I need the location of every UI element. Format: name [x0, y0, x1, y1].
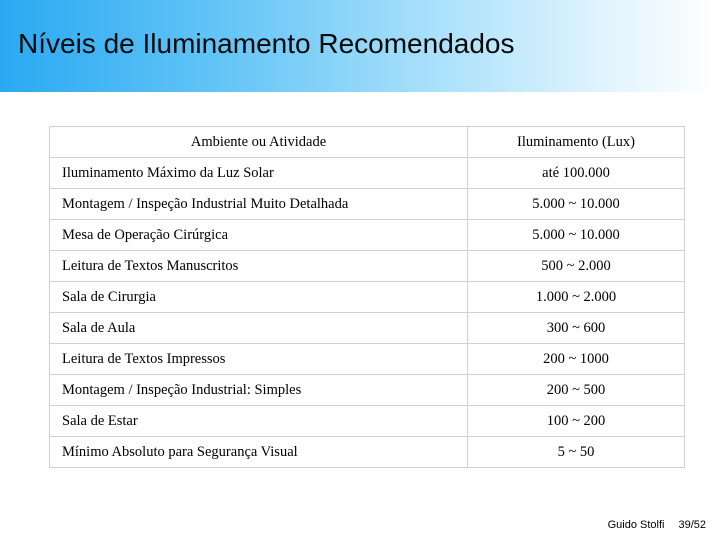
environment-cell: Mínimo Absoluto para Segurança Visual: [50, 437, 468, 468]
table-row: [50, 437, 685, 468]
table-header-row: [50, 127, 685, 158]
table-row: [50, 251, 685, 282]
lux-cell: 100 ~ 200: [468, 406, 685, 437]
table-row: [50, 406, 685, 437]
lux-cell: até 100.000: [468, 158, 685, 189]
environment-cell: Iluminamento Máximo da Luz Solar: [50, 158, 468, 189]
lux-cell: 5.000 ~ 10.000: [468, 189, 685, 220]
environment-cell: Sala de Cirurgia: [50, 282, 468, 313]
illuminance-table: [49, 126, 685, 468]
table-row: [50, 158, 685, 189]
environment-cell: Sala de Estar: [50, 406, 468, 437]
table-row: [50, 344, 685, 375]
table-row: [50, 313, 685, 344]
lux-cell: 200 ~ 500: [468, 375, 685, 406]
footer-page-number: 39/52: [678, 519, 706, 531]
environment-cell: Montagem / Inspeção Industrial Muito Detalhada: [50, 189, 468, 220]
lux-cell: 5.000 ~ 10.000: [468, 220, 685, 251]
footer-author: Guido Stolfi: [607, 519, 665, 531]
table-row: [50, 375, 685, 406]
lux-cell: 500 ~ 2.000: [468, 251, 685, 282]
environment-cell: Leitura de Textos Impressos: [50, 344, 468, 375]
column-header-illuminance: Iluminamento (Lux): [468, 127, 685, 158]
slide-title: Níveis de Iluminamento Recomendados: [18, 28, 515, 59]
table-row: [50, 189, 685, 220]
lux-cell: 300 ~ 600: [468, 313, 685, 344]
table-row: [50, 282, 685, 313]
environment-cell: Mesa de Operação Cirúrgica: [50, 220, 468, 251]
environment-cell: Leitura de Textos Manuscritos: [50, 251, 468, 282]
lux-cell: 5 ~ 50: [468, 437, 685, 468]
environment-cell: Sala de Aula: [50, 313, 468, 344]
lux-cell: 1.000 ~ 2.000: [468, 282, 685, 313]
lux-cell: 200 ~ 1000: [468, 344, 685, 375]
slide-footer: [608, 519, 706, 531]
environment-cell: Montagem / Inspeção Industrial: Simples: [50, 375, 468, 406]
table-row: [50, 220, 685, 251]
column-header-environment: Ambiente ou Atividade: [50, 127, 468, 158]
